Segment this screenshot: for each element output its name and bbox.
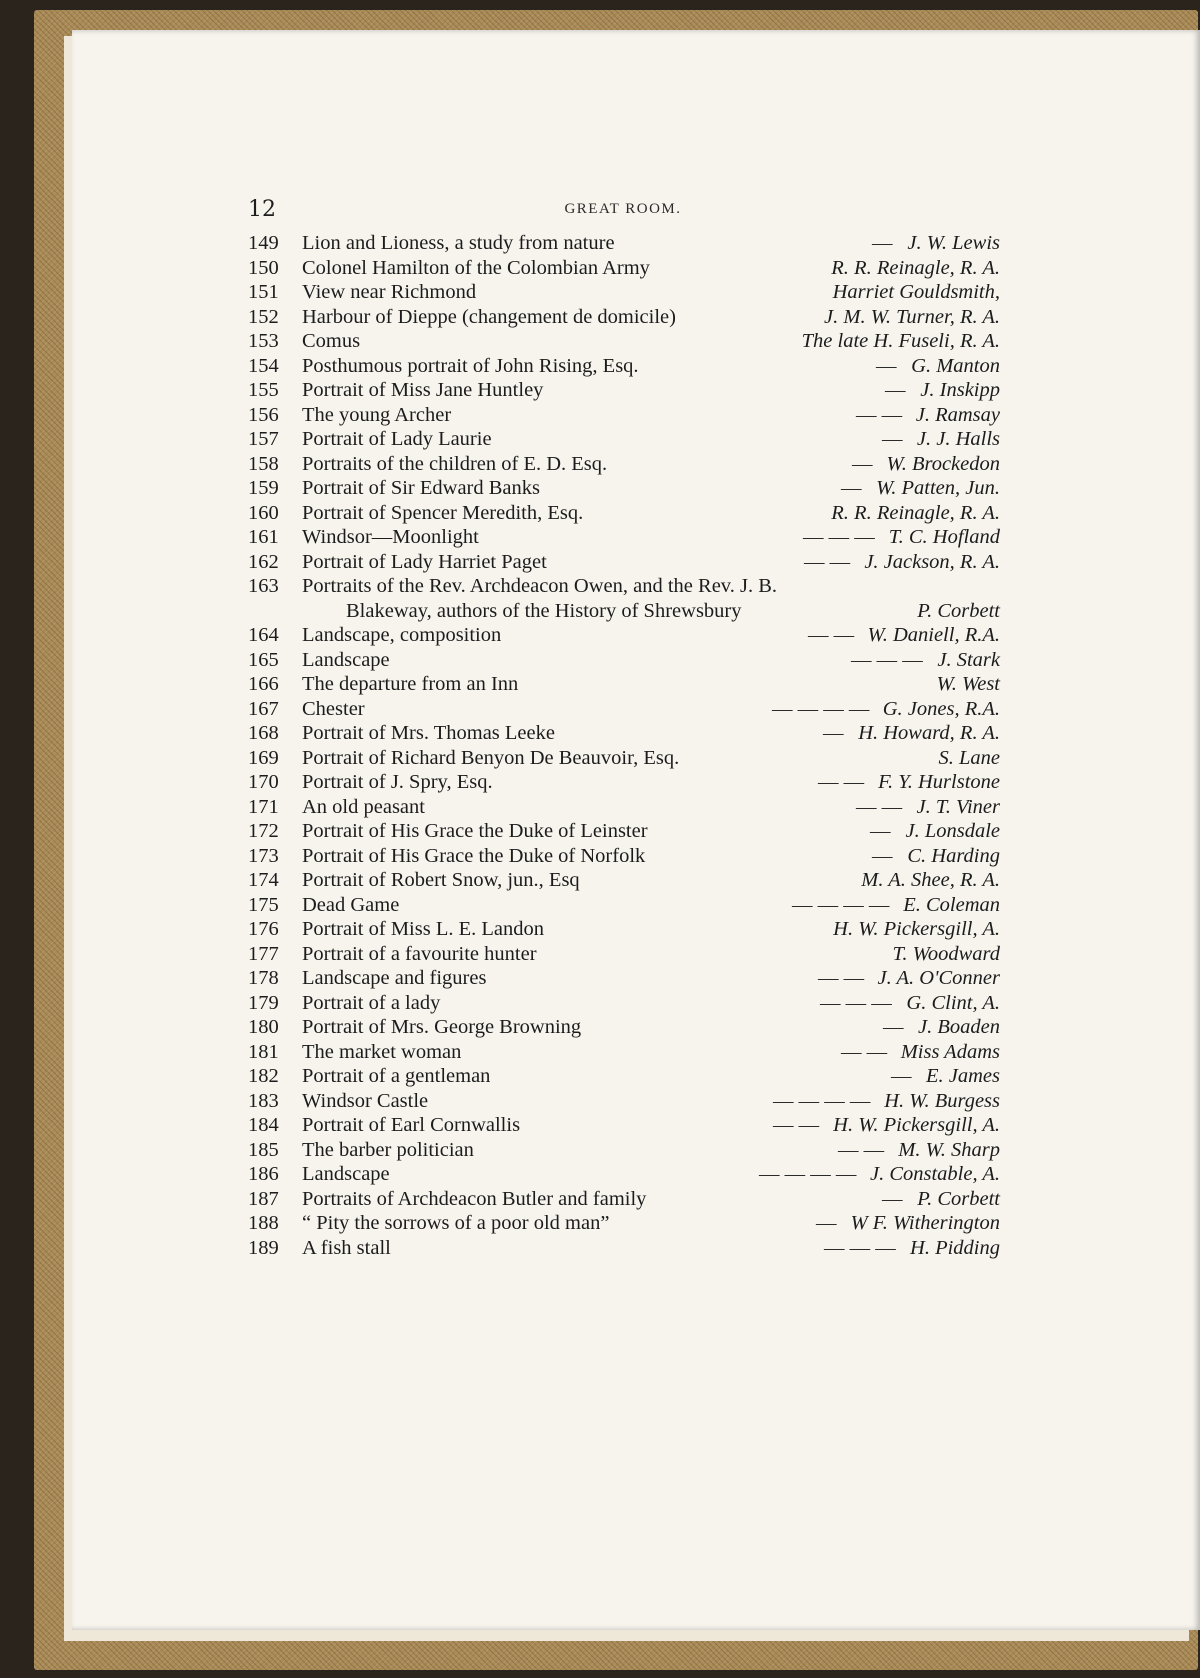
- entry-artist: J. J. Halls: [916, 428, 1000, 450]
- catalogue-entry: [248, 330, 1000, 355]
- entry-artist: S. Lane: [938, 746, 1000, 769]
- entry-leader-dashes: —: [882, 1187, 903, 1210]
- entry-number: 185: [248, 1138, 279, 1161]
- catalogue-entry: [248, 1188, 1000, 1213]
- entry-number: 175: [248, 893, 279, 916]
- entry-title: The barber politician: [302, 1138, 474, 1161]
- catalogue-entry: [248, 722, 1000, 747]
- entry-artist: M. A. Shee, R. A.: [861, 869, 1000, 891]
- entry-artist: J. Jackson, R. A.: [864, 550, 1000, 573]
- catalogue-entry: [248, 379, 1000, 404]
- entry-title: Portraits of the children of E. D. Esq.: [302, 452, 608, 475]
- entry-number: 174: [248, 869, 279, 891]
- entry-title: Portrait of J. Spry, Esq.: [302, 771, 493, 793]
- entry-leader-dashes: — —: [841, 1040, 888, 1063]
- entry-artist: T. Woodward: [892, 942, 1000, 965]
- entry-artist: W. Patten, Jun.: [876, 477, 1000, 499]
- entry-title: Landscape: [302, 1163, 390, 1185]
- entry-title: Portrait of a gentleman: [302, 1065, 491, 1087]
- entry-artist: The late H. Fuseli, R. A.: [801, 330, 1000, 352]
- entry-leader-dashes: —: [876, 354, 897, 377]
- entry-title: Portrait of Mrs. George Browning: [302, 1016, 582, 1038]
- entry-leader-dashes: — — —: [820, 991, 892, 1014]
- entry-number: 177: [248, 942, 279, 965]
- entry-title: Landscape: [302, 648, 390, 671]
- entry-number: 189: [248, 1236, 279, 1259]
- entry-title: Chester: [302, 697, 365, 720]
- entry-number: 150: [248, 256, 279, 279]
- entry-number: 163: [248, 575, 279, 597]
- entry-artist: G. Jones, R.A.: [882, 697, 1000, 720]
- entry-title: Portrait of Spencer Meredith, Esq.: [302, 501, 584, 524]
- entry-number: 187: [248, 1187, 279, 1210]
- entry-leader-dashes: — —: [818, 967, 865, 989]
- catalogue-entry: [248, 1163, 1000, 1188]
- entry-number: 188: [248, 1212, 279, 1234]
- entry-leader-dashes: — —: [856, 403, 903, 426]
- entry-leader-dashes: —: [852, 452, 873, 475]
- entry-number: 170: [248, 771, 279, 793]
- entry-leader-dashes: —: [872, 232, 893, 254]
- entry-title: Portrait of Mrs. Thomas Leeke: [302, 722, 555, 744]
- entry-leader-dashes: —: [882, 428, 903, 450]
- entry-title: The market woman: [302, 1040, 462, 1063]
- entry-number: 186: [248, 1163, 279, 1185]
- entry-artist: W F. Witherington: [850, 1212, 1000, 1234]
- catalogue-entry: [248, 796, 1000, 821]
- entry-title: Portrait of Lady Harriet Paget: [302, 550, 547, 573]
- entry-leader-dashes: —: [891, 1065, 912, 1087]
- catalogue-entry: [248, 551, 1000, 576]
- catalogue-entry: [248, 992, 1000, 1017]
- entry-leader-dashes: —: [816, 1212, 837, 1234]
- entry-title: Portrait of Miss L. E. Landon: [302, 918, 544, 940]
- entry-leader-dashes: — —: [818, 771, 865, 793]
- entry-leader-dashes: —: [885, 379, 906, 401]
- entry-title: The departure from an Inn: [302, 673, 519, 695]
- entry-artist: J. A. O'Conner: [877, 967, 1000, 989]
- entry-title: Blakeway, authors of the History of Shrewsbury: [346, 599, 742, 622]
- entry-title: Colonel Hamilton of the Colombian Army: [302, 256, 650, 279]
- entry-artist: C. Harding: [907, 844, 1000, 867]
- entry-artist: P. Corbett: [917, 1187, 1000, 1210]
- entry-leader-dashes: — —: [856, 795, 903, 818]
- entry-artist: T. C. Hofland: [888, 526, 1000, 548]
- catalogue-entry: [248, 1090, 1000, 1115]
- catalogue-entry: [248, 453, 1000, 478]
- entry-artist: J. Constable, A.: [869, 1163, 1000, 1185]
- catalogue-entry: [248, 649, 1000, 674]
- entry-artist: F. Y. Hurlstone: [878, 771, 1000, 793]
- entry-title: Windsor Castle: [302, 1089, 429, 1112]
- catalogue-entry: [248, 624, 1000, 649]
- catalogue-entry: [248, 1041, 1000, 1066]
- catalogue-entry: [248, 1114, 1000, 1139]
- entry-number: 151: [248, 281, 279, 303]
- entry-leader-dashes: — — — —: [773, 1089, 871, 1112]
- entry-artist: G. Manton: [911, 354, 1000, 377]
- entry-title: Portrait of Richard Benyon De Beauvoir, Esq.: [302, 746, 680, 769]
- catalogue-entry: [248, 428, 1000, 453]
- catalogue-entry: [248, 477, 1000, 502]
- entry-title: View near Richmond: [302, 281, 477, 303]
- entry-artist: H. W. Burgess: [884, 1089, 1000, 1112]
- entry-number: 169: [248, 746, 279, 769]
- catalogue-list: [248, 232, 1000, 1261]
- entry-artist: R. R. Reinagle, R. A.: [831, 256, 1000, 279]
- catalogue-entry: [248, 575, 1000, 600]
- entry-leader-dashes: — —: [804, 550, 851, 573]
- entry-leader-dashes: — — — —: [792, 893, 890, 916]
- entry-number: 164: [248, 624, 279, 646]
- entry-number: 176: [248, 918, 279, 940]
- entry-artist: H. Howard, R. A.: [858, 722, 1000, 744]
- entry-number: 180: [248, 1016, 279, 1038]
- entry-title: “ Pity the sorrows of a poor old man”: [302, 1212, 610, 1234]
- entry-number: 178: [248, 967, 279, 989]
- catalogue-entry: [248, 747, 1000, 772]
- entry-number: 173: [248, 844, 279, 867]
- entry-leader-dashes: — — —: [851, 648, 923, 671]
- entry-number: 171: [248, 795, 279, 818]
- entry-title: Harbour of Dieppe (changement de domicile): [302, 305, 676, 328]
- entry-number: 161: [248, 526, 279, 548]
- entry-title: Portraits of Archdeacon Butler and family: [302, 1187, 647, 1210]
- entry-number: 179: [248, 991, 279, 1014]
- entry-leader-dashes: — — — —: [759, 1163, 857, 1185]
- entry-artist: E. Coleman: [903, 893, 1000, 916]
- entry-title: Portraits of the Rev. Archdeacon Owen, and the Rev. J. B.: [302, 575, 777, 597]
- entry-number: 160: [248, 501, 279, 524]
- entry-title: Portrait of His Grace the Duke of Leinster: [302, 820, 648, 842]
- entry-title: Posthumous portrait of John Rising, Esq.: [302, 354, 639, 377]
- catalogue-entry: [248, 257, 1000, 282]
- catalogue-entry: [248, 967, 1000, 992]
- catalogue-entry: [248, 1139, 1000, 1164]
- catalogue-entry: [248, 1065, 1000, 1090]
- entry-number: 181: [248, 1040, 279, 1063]
- catalogue-entry: [248, 404, 1000, 429]
- entry-title: Portrait of Earl Cornwallis: [302, 1114, 521, 1136]
- catalogue-entry: [248, 869, 1000, 894]
- page-header: [248, 197, 998, 227]
- entry-title: Comus: [302, 330, 361, 352]
- entry-title: Portrait of Sir Edward Banks: [302, 477, 540, 499]
- entry-title: Portrait of a favourite hunter: [302, 942, 537, 965]
- entry-leader-dashes: — —: [808, 624, 855, 646]
- entry-leader-dashes: —: [841, 477, 862, 499]
- catalogue-entry: [248, 1212, 1000, 1237]
- catalogue-entry: [248, 502, 1000, 527]
- entry-number: 172: [248, 820, 279, 842]
- entry-title: Portrait of Robert Snow, jun., Esq: [302, 869, 580, 891]
- entry-artist: J. M. W. Turner, R. A.: [824, 305, 1000, 328]
- catalogue-entry: [248, 306, 1000, 331]
- catalogue-entry: [248, 232, 1000, 257]
- catalogue-entry: [248, 1016, 1000, 1041]
- entry-artist: G. Clint, A.: [906, 991, 1000, 1014]
- entry-artist: Miss Adams: [900, 1040, 1000, 1063]
- entry-artist: Harriet Gouldsmith,: [832, 281, 1000, 303]
- catalogue-entry: [248, 526, 1000, 551]
- catalogue-entry: [248, 698, 1000, 723]
- entry-title: Lion and Lioness, a study from nature: [302, 232, 615, 254]
- entry-artist: H. Pidding: [910, 1236, 1000, 1259]
- entry-number: 153: [248, 330, 279, 352]
- catalogue-entry: [248, 281, 1000, 306]
- entry-title: Landscape and figures: [302, 967, 487, 989]
- entry-title: An old peasant: [302, 795, 425, 818]
- page-number: 12: [248, 197, 276, 222]
- entry-number: 157: [248, 428, 279, 450]
- entry-leader-dashes: — — — —: [772, 697, 870, 720]
- entry-number: 149: [248, 232, 279, 254]
- entry-title: Portrait of His Grace the Duke of Norfolk: [302, 844, 646, 867]
- entry-artist: J. Inskipp: [920, 379, 1000, 401]
- entry-artist: J. Stark: [937, 648, 1000, 671]
- entry-leader-dashes: — —: [773, 1114, 820, 1136]
- entry-artist: J. Ramsay: [915, 403, 1000, 426]
- entry-number: 165: [248, 648, 279, 671]
- catalogue-entry: [248, 1237, 1000, 1262]
- entry-number: 183: [248, 1089, 279, 1112]
- catalogue-entry: [248, 845, 1000, 870]
- entry-title: Dead Game: [302, 893, 400, 916]
- entry-number: 156: [248, 403, 279, 426]
- catalogue-entry: [248, 820, 1000, 845]
- catalogue-entry: [248, 673, 1000, 698]
- entry-artist: R. R. Reinagle, R. A.: [831, 501, 1000, 524]
- entry-artist: H. W. Pickersgill, A.: [833, 918, 1000, 940]
- entry-number: 167: [248, 697, 279, 720]
- entry-artist: W. West: [936, 673, 1000, 695]
- entry-number: 162: [248, 550, 279, 573]
- catalogue-entry: [248, 600, 1000, 625]
- entry-leader-dashes: — —: [838, 1138, 885, 1161]
- entry-number: 155: [248, 379, 279, 401]
- entry-number: 152: [248, 305, 279, 328]
- entry-number: 159: [248, 477, 279, 499]
- catalogue-entry: [248, 943, 1000, 968]
- catalogue-entry: [248, 771, 1000, 796]
- entry-artist: M. W. Sharp: [898, 1138, 1000, 1161]
- catalogue-entry: [248, 355, 1000, 380]
- entry-title: The young Archer: [302, 403, 452, 426]
- entry-artist: J. Lonsdale: [905, 820, 1000, 842]
- entry-leader-dashes: —: [823, 722, 844, 744]
- entry-artist: W. Daniell, R.A.: [867, 624, 1000, 646]
- entry-leader-dashes: —: [883, 1016, 904, 1038]
- entry-number: 166: [248, 673, 279, 695]
- entry-number: 184: [248, 1114, 279, 1136]
- entry-title: Windsor—Moonlight: [302, 526, 479, 548]
- entry-leader-dashes: —: [870, 820, 891, 842]
- catalogue-entry: [248, 918, 1000, 943]
- entry-artist: E. James: [925, 1065, 1000, 1087]
- entry-artist: J. T. Viner: [916, 795, 1000, 818]
- entry-artist: J. Boaden: [918, 1016, 1000, 1038]
- running-head: GREAT ROOM.: [564, 201, 682, 217]
- entry-artist: H. W. Pickersgill, A.: [833, 1114, 1000, 1136]
- entry-title: Portrait of Lady Laurie: [302, 428, 492, 450]
- entry-title: Portrait of a lady: [302, 991, 441, 1014]
- entry-artist: P. Corbett: [917, 599, 1000, 622]
- entry-number: 154: [248, 354, 279, 377]
- entry-leader-dashes: — — —: [824, 1236, 896, 1259]
- entry-artist: J. W. Lewis: [907, 232, 1000, 254]
- entry-number: 168: [248, 722, 279, 744]
- entry-leader-dashes: — — —: [803, 526, 875, 548]
- entry-leader-dashes: —: [872, 844, 893, 867]
- entry-number: 182: [248, 1065, 279, 1087]
- entry-artist: W. Brockedon: [886, 452, 1000, 475]
- entry-number: 158: [248, 452, 279, 475]
- entry-title: Landscape, composition: [302, 624, 502, 646]
- catalogue-entry: [248, 894, 1000, 919]
- entry-title: Portrait of Miss Jane Huntley: [302, 379, 544, 401]
- entry-title: A fish stall: [302, 1236, 391, 1259]
